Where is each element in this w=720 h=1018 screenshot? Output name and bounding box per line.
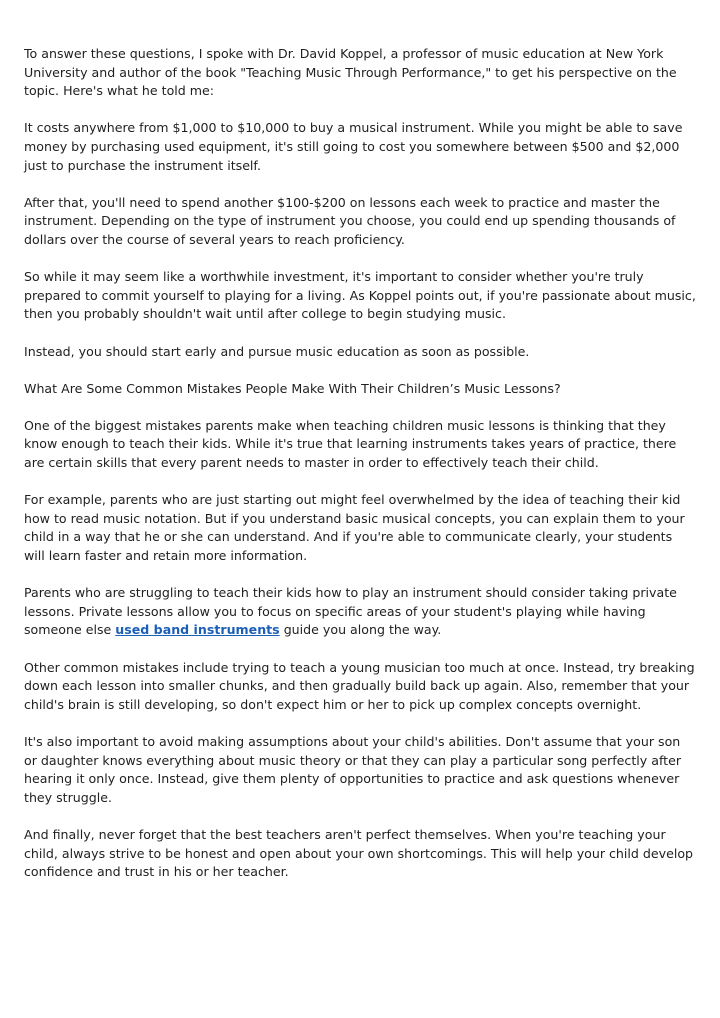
paragraph: For example, parents who are just starting out might feel overwhelmed by the idea of teaching their kid how to read music notation. But if you understand basic musical concepts, you can explain them to your child in a way that he or she can understand. And if you're able to communicate clearly, your students will learn faster and retain more information. <box>24 492 685 564</box>
section-heading: What Are Some Common Mistakes People Make With Their Children’s Music Lessons? <box>24 380 561 396</box>
paragraph: So while it may seem like a worthwhile investment, it's important to consider whether you're truly prepared to commit yourself to playing for a living. As Koppel points out, if you're passionate about music, then you probably shouldn't wait until after college to begin studying music. <box>24 269 696 322</box>
paragraph: To answer these questions, I spoke with Dr. David Koppel, a professor of music education at New York University and author of the book "Teaching Music Through Performance," to get his perspective on the topic. Here's what he told me: <box>24 46 677 99</box>
used-band-instruments-link[interactable]: used band instruments <box>115 622 280 638</box>
paragraph-with-link <box>24 584 696 640</box>
paragraph-text-after-link: guide you along the way. <box>279 622 442 638</box>
paragraph: After that, you'll need to spend another $100-$200 on lessons each week to practice and master the instrument. Depending on the type of instrument you choose, you could end up spending thousands of dollars over the course of several years to reach proficiency. <box>24 194 676 247</box>
paragraph: Other common mistakes include trying to teach a young musician too much at once. Instead, try breaking down each lesson into smaller chunks, and then gradually build back up again. Also, remember that your child's brain is still developing, so don't expect him or her to pick up complex concepts overnight. <box>24 659 695 712</box>
paragraph: It's also important to avoid making assumptions about your child's abilities. Don't assume that your son or daughter knows everything about music theory or that they can play a particular song perfectly after hearing it only once. Instead, give them plenty of opportunities to practice and ask questions whenever they struggle. <box>24 733 682 805</box>
article-body <box>24 45 696 900</box>
paragraph: Instead, you should start early and pursue music education as soon as possible. <box>24 343 530 359</box>
paragraph: It costs anywhere from $1,000 to $10,000 to buy a musical instrument. While you might be able to save money by purchasing used equipment, it's still going to cost you somewhere between $500 and $2,000 just to purchase the instrument itself. <box>24 120 683 173</box>
paragraph: One of the biggest mistakes parents make when teaching children music lessons is thinking that they know enough to teach their kids. While it's true that learning instruments takes years of practice, there are certain skills that every parent needs to master in order to effectively teach their child. <box>24 417 677 471</box>
paragraph-text-before-link: Parents who are struggling to teach their kids how to play an instrument should consider taking private lessons. Private lessons allow you to focus on specific areas of your student's playing while having someone else <box>24 585 677 638</box>
paragraph: And finally, never forget that the best teachers aren't perfect themselves. When you're teaching your child, always strive to be honest and open about your own shortcomings. This will help your child develop confidence and trust in his or her teacher. <box>24 826 694 880</box>
